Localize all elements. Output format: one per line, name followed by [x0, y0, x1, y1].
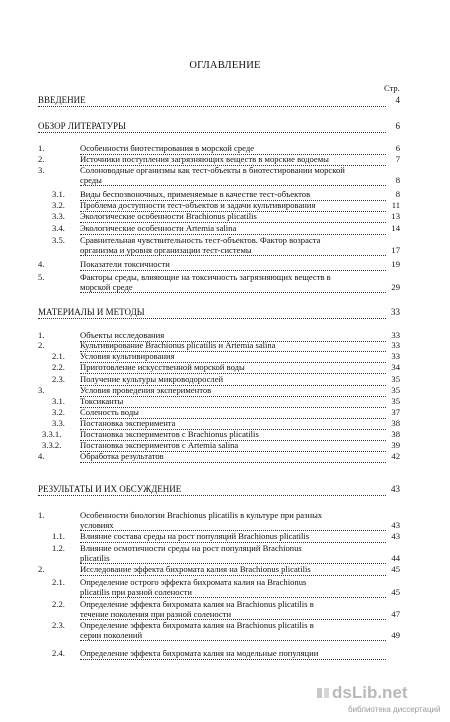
- toc-entry-title-line: течение поколения при разной солености: [80, 608, 232, 619]
- toc-entry-title: [80, 260, 386, 271]
- toc-entry-number: 1.: [38, 143, 45, 153]
- toc-entry: [0, 441, 400, 451]
- toc-entry-title: [38, 122, 386, 133]
- toc-entry-title-line: Солоноводные организмы как тест-объекты в биотестировании морской: [80, 165, 345, 175]
- toc-entry-page: 45: [391, 564, 400, 574]
- toc-entry: [0, 565, 400, 575]
- toc-entry: [0, 260, 400, 270]
- toc-entry-page: 11: [391, 200, 400, 210]
- toc-entry-title: [80, 565, 386, 576]
- toc-entry: [0, 190, 400, 200]
- toc-entry-number: 2.: [38, 340, 45, 350]
- toc-entry: [0, 144, 400, 154]
- toc-entry: [0, 621, 400, 641]
- toc-entry-page: 33: [391, 330, 400, 340]
- toc-section-heading: [0, 122, 400, 132]
- toc-entry-title-line: Особенности биологии Brachionus plicatilis в культуре при разных: [80, 510, 323, 520]
- toc-entry: [0, 273, 400, 293]
- toc-entry-page: 14: [391, 223, 400, 233]
- toc-entry-title: [80, 397, 386, 408]
- toc-entry: [0, 600, 400, 620]
- toc-entry-page: 17: [391, 245, 400, 255]
- toc-entry-title-line: Условия проведения экспериментов: [80, 385, 212, 395]
- toc-entry-page: 4: [395, 95, 400, 105]
- book-logo-icon: [316, 686, 330, 700]
- toc-entry-number: 3.: [38, 165, 45, 175]
- toc-entry-page: 49: [391, 630, 400, 640]
- toc-entry-title-line: Особенности биотестирования в морской среде: [80, 143, 255, 153]
- toc-entry-title-line: Сравнительная чувствительность тест-объектов. Фактор возраста: [80, 235, 321, 245]
- toc-entry-number: 2.: [38, 564, 45, 574]
- toc-entry-number: 4.: [38, 451, 45, 461]
- toc-entry-title: [38, 308, 386, 319]
- toc-entry: [0, 155, 400, 165]
- toc-entry-title-line: Показатели токсичности: [80, 259, 170, 269]
- toc-entry-page: 7: [395, 154, 400, 164]
- toc-entry-title-line: Определение эффекта бихромата калия на Brachionus plicatilis в: [80, 599, 314, 609]
- toc-entry-title: [38, 96, 386, 107]
- toc-entry-title-line: Определение эффекта бихромата калия на модельные популяции: [80, 648, 319, 658]
- toc-entry-number: 3.4.: [52, 223, 65, 233]
- toc-entry-title-line: морской среде: [80, 281, 133, 292]
- toc-entry-title-line: Постановка экспериментов с Artemia salina: [80, 440, 239, 450]
- toc-entry: [0, 430, 400, 440]
- toc-entry: [0, 397, 400, 407]
- document-title: ОГЛАВЛЕНИЕ: [189, 60, 261, 71]
- toc-entry-page: 34: [391, 362, 400, 372]
- toc-entry-number: 2.2.: [52, 599, 65, 609]
- toc-entry-title: [80, 621, 386, 641]
- toc-entry-title: [80, 363, 386, 374]
- toc-entry-title-line: Виды беспозвоночных, применяемые в качестве тест-объектов: [80, 189, 311, 199]
- toc-entry-number: 1.2.: [52, 543, 65, 553]
- toc-entry-title-line: РЕЗУЛЬТАТЫ И ИХ ОБСУЖДЕНИЕ: [38, 484, 182, 494]
- toc-entry-title-line: среды: [80, 174, 102, 185]
- toc-entry-page: 19: [391, 259, 400, 269]
- watermark-subtitle: библиотека диссертаций: [348, 705, 441, 714]
- toc-entry: [0, 201, 400, 211]
- toc-entry-number: 3.1.: [52, 396, 65, 406]
- toc-entry-number: 3.3.: [52, 211, 65, 221]
- toc-entry-title-line: ОБЗОР ЛИТЕРАТУРЫ: [38, 121, 126, 131]
- toc-entry-title-line: Факторы среды, влияющие на токсичность загрязняющих веществ в: [80, 272, 331, 282]
- toc-entry: [0, 419, 400, 429]
- toc-entry: [0, 341, 400, 351]
- toc-entry-number: 3.: [38, 385, 45, 395]
- toc-entry: [0, 532, 400, 542]
- toc-entry-page: 6: [395, 121, 400, 131]
- toc-entry-title: [80, 273, 386, 293]
- toc-entry-title-line: plicatilis при разной солености: [80, 586, 192, 597]
- toc-entry: [0, 363, 400, 373]
- toc-section-heading: [0, 308, 400, 318]
- toc-entry-title: [80, 375, 386, 386]
- toc-entry-title-line: Постановка экспериментов с Brachionus plicatilis: [80, 429, 259, 439]
- toc-section-heading: [0, 485, 400, 495]
- toc-entry: [0, 578, 400, 598]
- toc-entry-number: 3.1.: [52, 189, 65, 199]
- toc-entry-page: 8: [395, 189, 400, 199]
- toc-entry-number: 2.1.: [52, 351, 65, 361]
- toc-entry-title: [80, 419, 386, 430]
- toc-entry: [0, 408, 400, 418]
- toc-entry-number: 1.: [38, 510, 45, 520]
- toc-entry-title-line: Получение культуры микроводорослей: [80, 374, 224, 384]
- toc-entry-title-line: Постановка эксперимента: [80, 418, 176, 428]
- toc-entry-title-line: Обработка результатов: [80, 451, 164, 461]
- toc-entry-title-line: Объекты исследования: [80, 330, 165, 340]
- toc-entry-title: [80, 511, 386, 531]
- toc-entry-number: 3.3.1.: [42, 429, 62, 439]
- toc-entry-title: [80, 212, 386, 223]
- toc-entry: [0, 511, 400, 531]
- toc-entry-page: 38: [391, 418, 400, 428]
- toc-entry-number: 4.: [38, 259, 45, 269]
- toc-entry-title: [80, 408, 386, 419]
- toc-entry-page: 33: [391, 351, 400, 361]
- toc-entry-title-line: МАТЕРИАЛЫ И МЕТОДЫ: [38, 307, 145, 317]
- toc-entry-number: 3.3.2.: [42, 440, 62, 450]
- toc-entry-title: [80, 386, 386, 397]
- toc-entry-page: 33: [391, 307, 400, 317]
- toc-section-heading: [0, 96, 400, 106]
- toc-entry-page: 37: [391, 407, 400, 417]
- toc-entry-title-line: Культивирование Brachionus plicatilis и Artemia salina: [80, 340, 276, 350]
- toc-entry-title-line: серии поколений: [80, 629, 143, 640]
- toc-entry-title-line: Определение острого эффекта бихромата калия на Brachionus: [80, 577, 307, 587]
- toc-entry-page: 43: [391, 531, 400, 541]
- toc-entry-number: 2.2.: [52, 362, 65, 372]
- watermark: [332, 683, 450, 722]
- toc-entry-title: [80, 649, 386, 660]
- toc-entry-page: 35: [391, 385, 400, 395]
- toc-entry: [0, 212, 400, 222]
- toc-entry-title-line: Экологические особенности Brachionus plicatilis: [80, 211, 257, 221]
- toc-entry-title: [80, 166, 386, 186]
- page-column-header: Стр.: [384, 83, 400, 93]
- toc-entry: [0, 166, 400, 186]
- toc-entry-page: 35: [391, 374, 400, 384]
- toc-entry-title: [80, 190, 386, 201]
- toc-entry-title-line: Исследование эффекта бихромата калия на Brachionus plicatilis: [80, 564, 311, 574]
- toc-entry-page: 38: [391, 429, 400, 439]
- toc-entry: [0, 352, 400, 362]
- toc-entry-page: 47: [391, 609, 400, 619]
- toc-entry-number: 3.2.: [52, 407, 65, 417]
- toc-entry-title-line: Соленость воды: [80, 407, 139, 417]
- toc-entry-title-line: Экологические особенности Artemia salina: [80, 223, 237, 233]
- toc-entry: [0, 386, 400, 396]
- toc-entry: [0, 236, 400, 256]
- toc-entry-number: 2.3.: [52, 374, 65, 384]
- toc-entry-title: [80, 452, 386, 463]
- toc-entry-title: [80, 430, 386, 441]
- toc-entry: [0, 649, 400, 659]
- toc-entry-title-line: Влияние осмотичности среды на рост популяций Brachionus: [80, 543, 302, 553]
- toc-entry-title: [80, 341, 386, 352]
- toc-entry-number: 2.1.: [52, 577, 65, 587]
- watermark-logo: dsLib.net: [332, 683, 408, 702]
- toc-entry-number: 1.: [38, 330, 45, 340]
- toc-entry-title-line: Определение эффекта бихромата калия на Brachionus plicatilis в: [80, 620, 314, 630]
- toc-entry-number: 3.3.: [52, 418, 65, 428]
- toc-entry-title-line: Проблема доступности тест-объектов и задачи культивирования: [80, 200, 316, 210]
- toc-entry-number: 2.3.: [52, 620, 65, 630]
- toc-entry: [0, 375, 400, 385]
- toc-entry-page: 43: [391, 484, 400, 494]
- toc-entry-page: 39: [391, 440, 400, 450]
- toc-entry-number: 2.4.: [52, 648, 65, 658]
- toc-entry-page: 44: [391, 553, 400, 563]
- toc-entry-page: 43: [391, 520, 400, 530]
- toc-entry-title: [80, 352, 386, 363]
- toc-entry-number: 5.: [38, 272, 45, 282]
- toc-entry-title-line: Токсиканты: [80, 396, 124, 406]
- toc-entry-title-line: Влияние состава среды на рост популяций Brachionus plicatilis: [80, 531, 310, 541]
- toc-entry-title: [80, 236, 386, 256]
- toc-entry-title: [80, 532, 386, 543]
- toc-entry-title-line: Источники поступления загрязняющих веществ в морские водоемы: [80, 154, 329, 164]
- toc-entry-number: 3.5.: [52, 235, 65, 245]
- toc-entry-title-line: организма и уровня организации тест-системы: [80, 244, 252, 255]
- toc-entry-title: [80, 544, 386, 564]
- toc-entry-title-line: plicatilis: [80, 552, 110, 563]
- toc-entry-page: 42: [391, 451, 400, 461]
- toc-entry-page: 35: [391, 396, 400, 406]
- toc-entry-number: 1.1.: [52, 531, 65, 541]
- toc-entry-title-line: условиях: [80, 519, 114, 530]
- toc-entry-title: [80, 144, 386, 155]
- toc-entry-page: 13: [391, 211, 400, 221]
- toc-entry: [0, 452, 400, 462]
- toc-entry-title-line: Условия культивирования: [80, 351, 175, 361]
- toc-entry: [0, 224, 400, 234]
- toc-entry-title: [80, 600, 386, 620]
- toc-entry-number: 2.: [38, 154, 45, 164]
- toc-entry-title: [80, 578, 386, 598]
- toc-entry: [0, 544, 400, 564]
- toc-entry-title: [80, 224, 386, 235]
- toc-entry-title: [80, 155, 386, 166]
- toc-entry-page: 29: [391, 282, 400, 292]
- toc-entry-page: 6: [395, 143, 400, 153]
- toc-entry-page: 33: [391, 340, 400, 350]
- toc-entry-page: 45: [391, 587, 400, 597]
- toc-entry-title: [80, 441, 386, 452]
- toc-entry-page: 8: [395, 175, 400, 185]
- toc-entry-title: [38, 485, 386, 496]
- toc-entry-title-line: Приготовление искусственной морской воды: [80, 362, 245, 372]
- toc-entry-number: 3.2.: [52, 200, 65, 210]
- toc-entry-title: [80, 201, 386, 212]
- toc-entry-title-line: ВВЕДЕНИЕ: [38, 95, 86, 105]
